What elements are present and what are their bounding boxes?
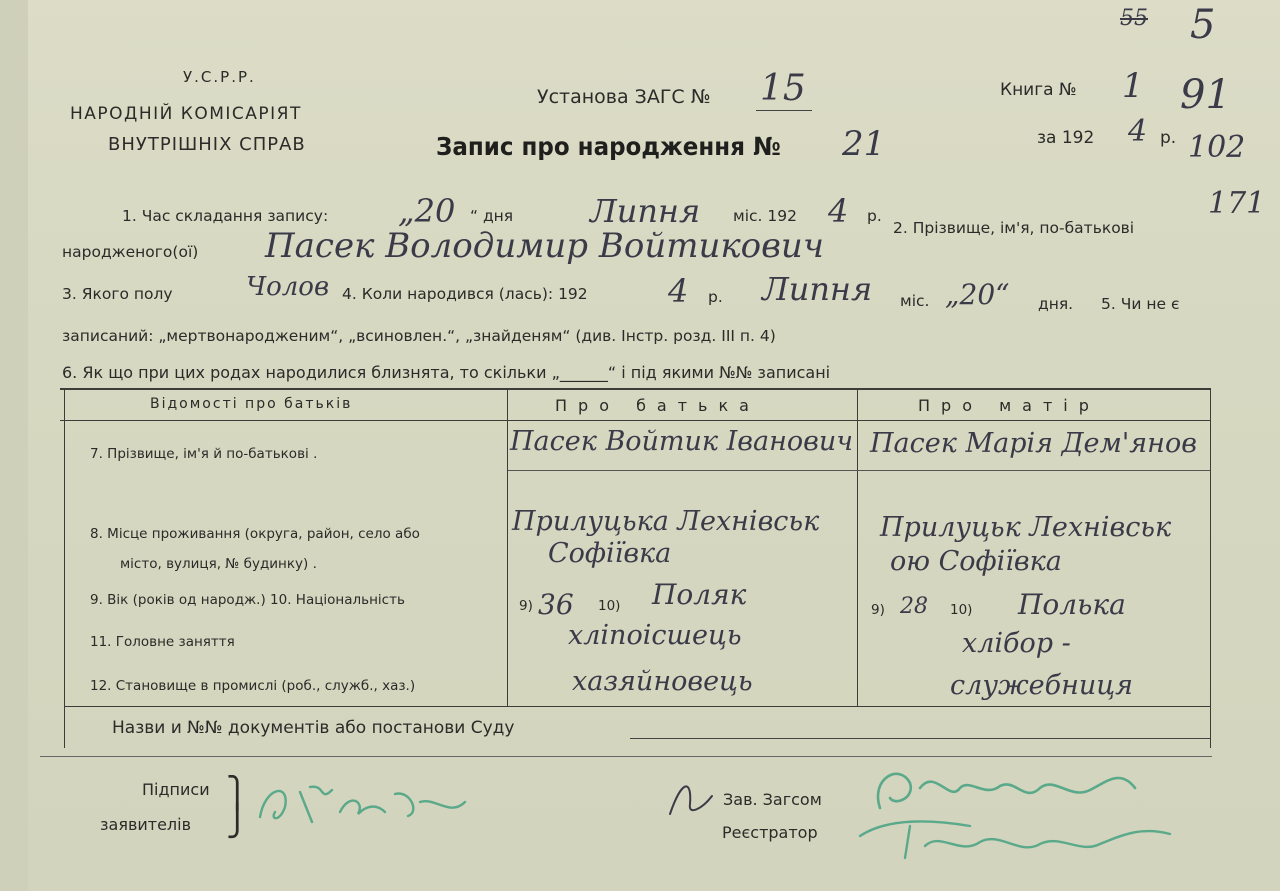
row7-father: Пасек Войтик Іванович — [510, 426, 854, 457]
record-number: 21 — [842, 124, 886, 164]
field1-day: „20 — [398, 192, 456, 230]
row7-label: 7. Прізвище, ім'я й по-батькові . — [90, 446, 318, 462]
internal-affairs-label: ВНУТРІШНІХ СПРАВ — [108, 134, 306, 155]
col-header-mother: Про матір — [918, 396, 1100, 415]
page-title: Запис про народження № — [436, 132, 781, 161]
field4-year-digit: 4 — [668, 272, 689, 310]
signatures-label-1: Підписи — [142, 780, 210, 799]
documents-label: Назви и №№ документів або постанови Суду — [112, 718, 515, 738]
field4-mis: міс. — [900, 292, 930, 310]
row11-father: хліпоісшець — [568, 620, 742, 651]
registrar-label: Реєстратор — [722, 823, 818, 842]
handwritten-mark-ja — [662, 774, 722, 824]
row9-mother-age: 28 — [900, 594, 928, 619]
row9-father-nat: Поляк — [652, 578, 747, 611]
row8-label-2: місто, вулиця, № будинку) . — [120, 556, 317, 572]
year-digit: 4 — [1128, 114, 1148, 149]
row12-father: хазяйновець — [572, 666, 753, 697]
book-number: 1 — [1122, 66, 1144, 106]
corner-mark-5: 5 — [1190, 2, 1216, 48]
field4-day-word: дня. — [1038, 295, 1074, 313]
row12-label: 12. Становище в промислі (роб., служб., хаз.) — [90, 678, 416, 694]
col-header-father: Про батька — [555, 396, 760, 415]
field2-prefix: народженого(ої) — [62, 243, 199, 261]
row11-mother: хлібор - — [962, 628, 1071, 659]
row9-father-9: 9) — [519, 598, 533, 614]
row9-father-10: 10) — [598, 598, 621, 614]
field6-text: 6. Як що при цих родах народилися близнята, то скільки „______“ і під якими №№ записані — [62, 363, 831, 382]
row9-father-age: 36 — [538, 588, 574, 621]
field1-label: 1. Час складання запису: — [122, 207, 329, 225]
corner-mark-102: 102 — [1188, 130, 1246, 165]
head-label: Зав. Загсом — [723, 790, 822, 809]
zags-number: 15 — [760, 68, 806, 109]
field5-line2: записаний: „мертвонародженим“, „всиновлен.“, „знайденям“ (див. Інстр. розд. III п. 4) — [62, 327, 776, 345]
field3-label: 3. Якого полу — [62, 285, 173, 303]
row9-mother-nat: Полька — [1018, 588, 1126, 621]
row9-label: 9. Вік (років од народж.) 10. Національність — [90, 592, 405, 608]
field4-day: „20“ — [945, 278, 1010, 311]
field5-label: 5. Чи не є — [1101, 295, 1180, 313]
corner-mark-171: 171 — [1208, 186, 1266, 221]
registrar-signature — [850, 806, 1190, 866]
corner-mark-struck: 55 — [1120, 6, 1148, 31]
field4-month: Липня — [762, 270, 873, 308]
row8-father-2: Софіївка — [548, 538, 672, 569]
field1-day-word: “ дня — [470, 207, 514, 225]
corner-mark-91: 91 — [1180, 72, 1231, 118]
signatures-label-2: заявителів — [100, 815, 192, 834]
field3-value: Чолов — [246, 272, 330, 302]
field4-label: 4. Коли народився (лась): 192 — [342, 285, 588, 303]
field1-year-r: р. — [867, 207, 882, 225]
book-label: Книга № — [1000, 80, 1077, 100]
row8-father-1: Прилуцька Лехнівськ — [512, 506, 820, 537]
row8-label-1: 8. Місце проживання (округа, район, село або — [90, 526, 420, 542]
row9-mother-9: 9) — [871, 602, 885, 618]
row12-mother: служебниця — [950, 670, 1134, 701]
field2-value: Пасек Володимир Войтикович — [265, 226, 824, 266]
field1-month: Липня — [590, 192, 701, 230]
zags-label: Установа ЗАГС № — [537, 86, 711, 108]
year-label: за 192 — [1037, 128, 1095, 148]
field4-r: р. — [708, 288, 723, 306]
row7-mother: Пасек Марія Дем'янов — [870, 428, 1197, 459]
applicant-signature — [250, 772, 480, 832]
row9-mother-10: 10) — [950, 602, 973, 618]
row11-label: 11. Головне заняття — [90, 634, 235, 650]
row8-mother-2: ою Софіївка — [890, 546, 1062, 577]
signatures-bracket: ⎫ ⎭ — [226, 776, 249, 839]
field1-year-digit: 4 — [828, 192, 849, 230]
row8-mother-1: Прилуцьк Лехнівськ — [880, 512, 1172, 543]
year-suffix: р. — [1160, 128, 1177, 148]
col-header-parents: Відомості про батьків — [150, 396, 353, 412]
ussr-label: У.С.Р.Р. — [183, 68, 256, 86]
field1-mis: міс. 192 — [733, 207, 797, 225]
commissariat-label: НАРОДНІЙ КОМІСАРІЯТ — [70, 104, 302, 124]
field2-label: 2. Прізвище, ім'я, по-батькові — [893, 219, 1135, 237]
